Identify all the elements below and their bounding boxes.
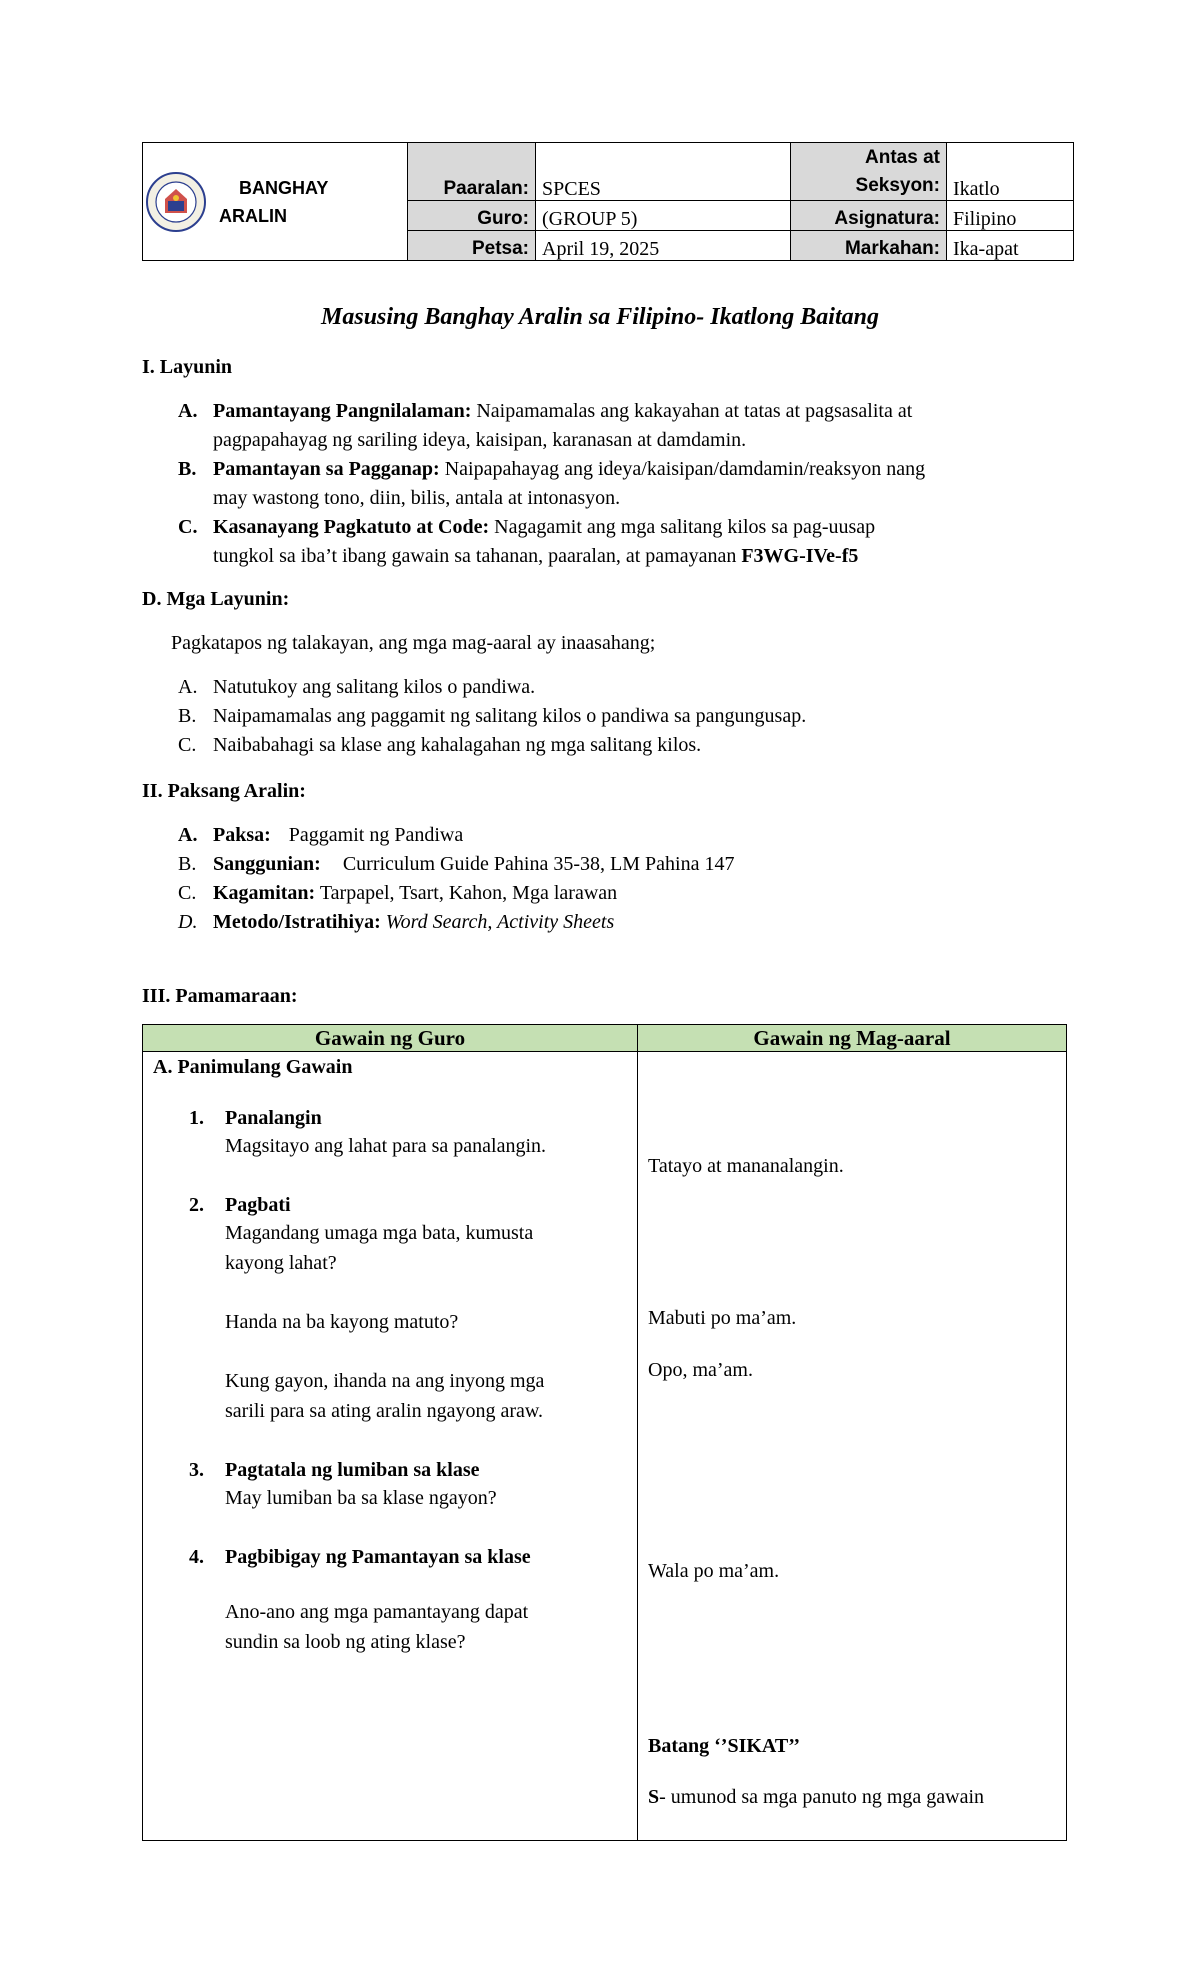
student-response: S- umunod sa mga panuto ng mga gawain <box>648 1786 985 1808</box>
step-number: 4. <box>189 1546 204 1568</box>
step-title: Pagtatala ng lumiban sa klase <box>225 1459 480 1481</box>
date-value: April 19, 2025 <box>536 231 791 261</box>
list-item: C. Naibabahagi sa klase ang kahalagahan ng mga salitang kilos. <box>178 734 702 756</box>
layunin-list <box>178 397 1078 571</box>
teacher-value: (GROUP 5) <box>536 201 791 231</box>
column-header-guro: Gawain ng Guro <box>143 1025 638 1052</box>
column-header-magaaral: Gawain ng Mag-aaral <box>638 1025 1067 1052</box>
student-response: Wala po ma’am. <box>648 1560 780 1582</box>
list-item: A. Natutukoy ang salitang kilos o pandiwa. <box>178 676 536 698</box>
procedure-table <box>142 1024 1067 1841</box>
step-number: 1. <box>189 1107 204 1129</box>
list-item: D. Metodo/Istratihiya: Word Search, Activity Sheets <box>178 911 615 933</box>
topic-list <box>178 821 1078 937</box>
student-response: Batang ‘’SIKAT’’ <box>648 1735 801 1757</box>
subject-label: Asignatura: <box>791 201 947 231</box>
list-item: B. Sanggunian: Curriculum Guide Pahina 35-38, LM Pahina 147 <box>178 853 735 875</box>
logo-cell <box>143 143 408 261</box>
objectives-list <box>178 673 1078 760</box>
section-heading-layunin: I. Layunin <box>142 356 233 378</box>
step-text: sundin sa loob ng ating klase? <box>225 1631 466 1653</box>
student-response: Tatayo at mananalangin. <box>648 1155 844 1177</box>
quarter-label: Markahan: <box>791 231 947 261</box>
student-response: Mabuti po ma’am. <box>648 1307 797 1329</box>
list-item: B. Pamantayan sa Pagganap: Naipapahayag ang ideya/kaisipan/damdamin/reaksyon nang may wastong tono, diin, bilis, antala at intonasyon. <box>178 458 926 509</box>
step-text: Ano-ano ang mga pamantayang dapat <box>225 1601 529 1623</box>
list-item: A. Pamantayang Pangnilalaman: Naipamamalas ang kakayahan at tatas at pagsasalita at pagpapahayag ng sariling ideya, kaisipan, karanasan at damdamin. <box>178 400 913 451</box>
header-table <box>142 142 1074 261</box>
list-item: C. Kagamitan: Tarpapel, Tsart, Kahon, Mga larawan <box>178 882 618 904</box>
school-label: Paaralan: <box>408 143 536 201</box>
step-text: Magsitayo ang lahat para sa panalangin. <box>225 1135 546 1157</box>
step-title: Pagbati <box>225 1194 291 1216</box>
student-activities-cell <box>638 1052 1067 1841</box>
subject-value: Filipino <box>947 201 1074 231</box>
section-heading-paksang-aralin: II. Paksang Aralin: <box>142 780 306 802</box>
activity-section-title: A. Panimulang Gawain <box>153 1056 353 1078</box>
date-label: Petsa: <box>408 231 536 261</box>
list-item: C. Kasanayang Pagkatuto at Code: Nagagamit ang mga salitang kilos sa pag-uusap tungkol sa iba’t ibang gawain sa tahanan, paaralan, at pamayanan F3WG-IVe-f5 <box>178 516 876 567</box>
step-title: Pagbibigay ng Pamantayan sa klase <box>225 1546 531 1568</box>
step-text: Kung gayon, ihanda na ang inyong mga <box>225 1370 545 1392</box>
deped-seal-icon <box>145 171 207 233</box>
section-heading-mga-layunin: D. Mga Layunin: <box>142 588 290 610</box>
school-value: SPCES <box>536 143 791 201</box>
step-text: sarili para sa ating aralin ngayong araw. <box>225 1400 544 1422</box>
grade-section-value: Ikatlo <box>947 143 1074 201</box>
teacher-label: Guro: <box>408 201 536 231</box>
list-item: A. Paksa: Paggamit ng Pandiwa <box>178 824 464 846</box>
student-response: Opo, ma’am. <box>648 1359 753 1381</box>
quarter-value: Ika-apat <box>947 231 1074 261</box>
step-number: 3. <box>189 1459 204 1481</box>
step-number: 2. <box>189 1194 204 1216</box>
step-text: May lumiban ba sa klase ngayon? <box>225 1487 497 1509</box>
step-text: kayong lahat? <box>225 1252 337 1274</box>
step-text: Handa na ba kayong matuto? <box>225 1311 459 1333</box>
section-heading-pamamaraan: III. Pamamaraan: <box>142 985 298 1007</box>
step-title: Panalangin <box>225 1107 322 1129</box>
grade-section-label: Antas at Seksyon: <box>791 143 947 201</box>
page-title: Masusing Banghay Aralin sa Filipino- Ikatlong Baitang <box>321 304 879 330</box>
list-item: B. Naipamamalas ang paggamit ng salitang kilos o pandiwa sa pangungusap. <box>178 705 807 727</box>
teacher-activities-cell <box>143 1052 638 1841</box>
document-type: BANGHAY ARALIN <box>219 177 329 226</box>
objectives-intro: Pagkatapos ng talakayan, ang mga mag-aaral ay inaasahang; <box>171 632 656 654</box>
step-text: Magandang umaga mga bata, kumusta <box>225 1222 534 1244</box>
